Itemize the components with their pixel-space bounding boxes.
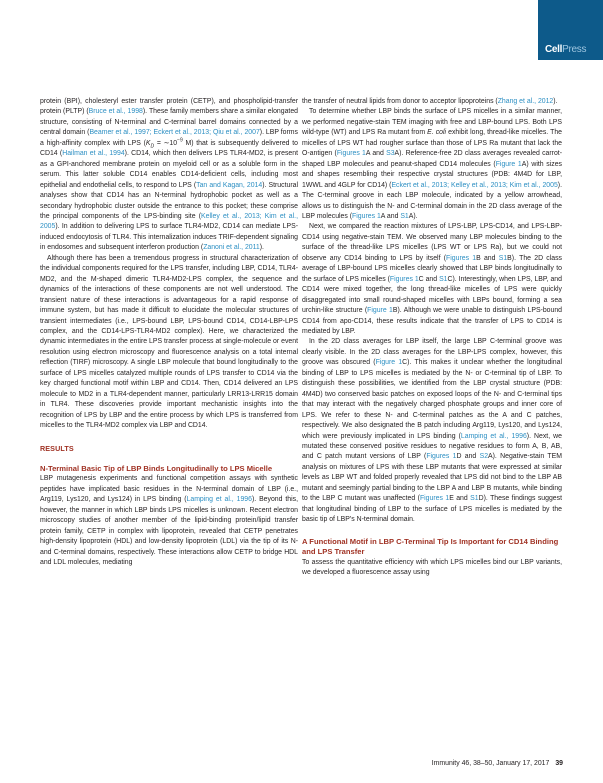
reference-link[interactable]: Figure 1 <box>495 160 522 168</box>
journal-citation: Immunity 46, 38–50, January 17, 2017 <box>431 760 550 767</box>
right-paragraph-2: To determine whether LBP binds the surface of LPS micelles in a similar manner, we performed negative-stain TEM imaging with free and LBP-bound LPS. Both LPS wild-type (WT) and LPS Ra mutant from E. coli exhibit long, thread-like micelles. The micelles of LPS WT had rougher surface than those of LPS Ra mutant that lack the O-antigen (Figures 1A and S3A). Reference-free 2D class averages revealed carrot-shaped LBP molecules and peanut-shaped CD14 molecules (Figure 1A) with sizes and shapes resembling their respective crystal structures (PDB: 4M4D for LBP, 1WWL and 4GLP for CD14) (Eckert et al., 2013; Kelley et al., 2013; Kim et al., 2005). The C-terminal groove in each LBP molecule, indicated by a yellow arrowhead, allows us to distinguish the N- and C-terminal domain in the 2D class average of the LBP molecules (Figures 1A and S1A). <box>302 108 563 220</box>
reference-link[interactable]: S1 <box>439 275 448 283</box>
right-column <box>302 97 562 578</box>
reference-link[interactable]: Tan and Kagan, 2014 <box>196 181 263 189</box>
reference-link[interactable]: Bruce et al., 1998 <box>88 108 143 116</box>
section-heading-results: RESULTS <box>40 443 74 453</box>
reference-link[interactable]: Beamer et al., 1997; Eckert et al., 2013; Qiu et al., 2007 <box>89 129 260 137</box>
subheading-functional-motif: A Functional Motif in LBP C-Terminal Tip Is Important for CD14 Binding and LPS Transfer <box>302 536 559 557</box>
reference-link[interactable]: S1 <box>498 254 508 262</box>
left-paragraph-1: protein (BPI), cholesteryl ester transfer protein (CETP), and phospholipid-transfer protein (PLTP) (Bruce et al., 1998). These family members share a similar elongated structure, consisting of N-terminal and C-terminal barrel domains connected by a central domain (Beamer et al., 1997; Eckert et al., 2013; Qiu et al., 2007). LBP forms a high-affinity complex with LPS ($K_D$ = $\sim 10^{-9}$ M) that is subsequently delivered to CD14 (Hailman et al., 1994). CD14, which then delivers LPS TLR4-MD2, is present as a GPI-anchored membrane protein on myeloid cell or as a soluble form in the serum. This latter soluble CD14 enables CD14-deficient cells, including most epithelial and endothelial cells, to respond to LPS (Tan and Kagan, 2014). Structural analyses show that CD14 has an N-terminal hydrophobic pocket as well as a secondary hydrophobic cluster outside the entrance to this pocket; these comprise the principal components of the LPS-binding site (Kelley et al., 2013; Kim et al., 2005). In addition to delivering LPS to surface TLR4-MD2, CD14 can mediate LPS-induced endocytosis of TLR4. This internalization induces TRIF-dependent signaling in endosomes and subsequent interferon production (Zanoni et al., 2011). <box>40 98 299 252</box>
subheading-n-terminal-basic-tip: N-Terminal Basic Tip of LBP Binds Longitudinally to LPS Micelle <box>40 463 273 473</box>
reference-link[interactable]: Figures 1 <box>426 453 457 461</box>
logo-text <box>545 44 586 55</box>
reference-link[interactable]: Figures 1 <box>336 150 366 158</box>
reference-link[interactable]: Figures 1 <box>389 275 419 283</box>
reference-link[interactable]: Zhang et al., 2012 <box>497 98 554 105</box>
reference-link[interactable]: Lamping et al., 1996 <box>460 432 527 440</box>
left-column <box>40 97 298 569</box>
reference-link[interactable]: Hailman et al., 1994 <box>62 150 125 158</box>
reference-link[interactable]: Figures 1 <box>419 495 450 503</box>
reference-link[interactable]: Eckert et al., 2013; Kelley et al., 2013; Kim et al., 2005 <box>391 181 558 189</box>
left-paragraph-3: LBP mutagenesis experiments and functional competition assays with synthetic peptides have implicated basic residues in the N-terminal domain of LBP (i.e., Arg119, Lys120, and Lys124) in LPS binding (Lamping et al., 1996). Beyond this, however, the manner in which LBP binds LPS micelles is unknown. Recent electron microscopy studies of another member of the lipid-binding protein/lipid transfer protein family, CETP in complex with lipoprotein, revealed that CETP penetrates high-density lipoprotein (HDL) and low-density lipoprotein (LDL) via the tip of its N- and C-terminal domains, respectively. These interactions allow CETP to bridge HDL and LDL molecules, mediating <box>40 475 299 567</box>
right-paragraph-5: To assess the quantitative efficiency with which LPS micelles bind our LBP variants, we developed a fluorescence assay using <box>302 558 562 577</box>
page-number: 39 <box>555 760 563 767</box>
reference-link[interactable]: Zanoni et al., 2011 <box>203 244 260 252</box>
left-paragraph-2: Although there has been a tremendous progress in structural characterization of the individual components required for the LPS transfer, including LBP, CD14, TLR4-MD2, and the M-shaped dimeric TLR4-MD2-LPS complex, the sequence and dynamics of the interactions of these components are not well understood. The transient nature of these interactions is advantageous for a rapid response of immune system, but has made it difficult to elucidate the molecular structures of transient intermediates (i.e., LPS-bound LBP, LPS-bound CD14, CD14-LBP-LPS complex, and the CD14-LPS-TLR4-MD2 complex). Here, we characterized the dynamic intermediates in the entire LPS transfer process at single-molecule or event resolution using electron microscopy and fluorescence analysis on a total internal reflection (TIRF) microscopy. A single LBP molecule that bound longitudinally to the surface of LPS micelles catalyzed multiple rounds of LPS transfer to CD14 via the key charged functional motif within LBP and CD14. Then, CD14 delivered an LPS molecule to MD2 in a TLR4-dependent manner, particularly LRR13-LRR15 domain in TLR4. These discoveries provide important mechanistic insights into the recognition of LPS by LBP and the entire process by which LPS is transferred from micelles to the TLR4-MD2 complex via LBP and CD14. <box>40 254 298 430</box>
reference-link[interactable]: Kelley et al., 2013; Kim et al., 2005 <box>40 212 298 231</box>
reference-link[interactable]: S3 <box>386 150 395 158</box>
reference-link[interactable]: S1 <box>400 212 409 220</box>
page-footer <box>432 760 563 767</box>
reference-link[interactable]: Lamping et al., 1996 <box>186 496 252 504</box>
right-paragraph-1: the transfer of neutral lipids from donor to acceptor lipoproteins (Zhang et al., 2012). <box>302 98 558 105</box>
right-paragraph-4: In the 2D class averages for LBP itself, the large LBP C-terminal groove was clearly visible. In the 2D class averages for the LBP-LPS complex, however, this groove was obscured (Figure 1C). This makes it unclear whether the longitudinal binding of LBP to LPS micelles is mediated by the N- or C-terminal tip of LBP. To distinguish these possibilities, we identified from the LBP crystal structure (PDB: 4M4D) two conserved basic patches on exposed loops of the N- and C-terminal tips that may interact with the negatively charged phosphate groups and inner core of LPS. We refer to these N- and C-terminal patches as the A and C patches, respectively. We also designated the B patch including Arg119, Lys120, and Lys124, which were previously implicated in LPS binding (Lamping et al., 1996). Next, we mutated these conserved positive residues to negative residues to form A, B, AB, and C patch mutant versions of LBP (Figures 1D and S2A). Negative-stain TEM analysis on mixtures of LPS with these LBP mutants that were expressed at similar levels as LBP WT and folded properly revealed that LPS did not bind to the LBP AB mutant and seemingly partial binding to the LBP A and LBP B mutants, while binding to the LBP C mutant was unaffected (Figures 1E and S1D). These findings suggest that longitudinal binding of LBP to the surface of LPS micelles is mediated by the basic tip of LBP’s N-terminal domain. <box>302 338 562 524</box>
reference-link[interactable]: Figures 1 <box>352 212 381 220</box>
cellpress-logo <box>538 0 603 60</box>
italic-text: E. coli <box>427 129 447 137</box>
reference-link[interactable]: Figure 1 <box>375 359 403 367</box>
right-paragraph-3: Next, we compared the reaction mixtures of LPS-LBP, LPS-CD14, and LPS-LBP-CD14 using negative-stain TEM. We observed many LBP molecules binding to the surface of the thread-like LPS micelles (LPS WT or LPS Ra), but we could not observe any CD14 binding to LPS by itself (Figures 1B and S1B). The 2D class average of LBP-bound LPS micelles clearly showed that LBP binds longitudinally to the surface of LPS micelles (Figures 1C and S1C). Interestingly, when LPS, LBP, and CD14 were mixed together, the long thread-like micelles of LPS were quickly disaggregated into small round-shaped micelles with LBPs bound, forming a sea urchin-like structure (Figure 1B). Although we were unable to distinguish LPS-bound CD14 from apo-CD14, these results indicate that the transfer of LPS to CD14 is mediated by LBP. <box>302 223 563 335</box>
logo-press: Press <box>562 44 587 55</box>
reference-link[interactable]: Figures 1 <box>446 254 477 262</box>
logo-cell: Cell <box>545 44 563 55</box>
reference-link[interactable]: S1 <box>470 495 479 503</box>
reference-link[interactable]: S2 <box>479 453 489 461</box>
reference-link[interactable]: Figure 1 <box>367 307 393 315</box>
